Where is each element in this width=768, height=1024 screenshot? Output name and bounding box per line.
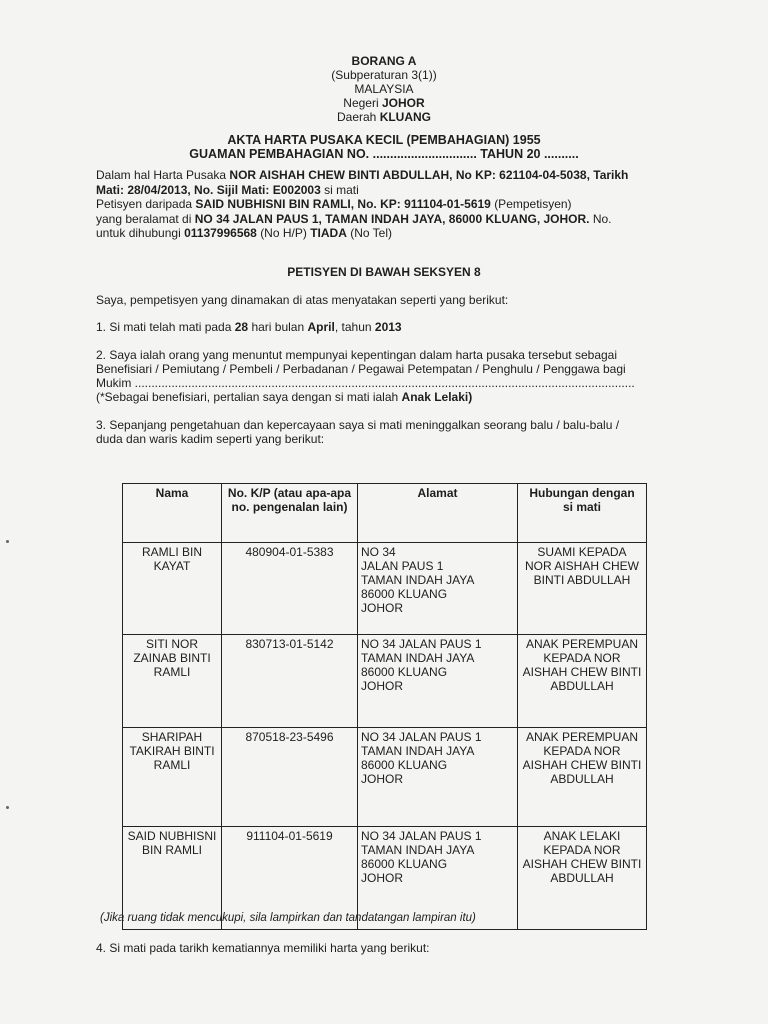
petitioner-details: SAID NUBHISNI BIN RAMLI, No. KP: 911104-01-5619 (195, 197, 491, 211)
heirs-table (122, 483, 647, 930)
cell-relation-line: ANAK PEREMPUAN (525, 730, 639, 744)
contact-line (96, 226, 392, 241)
cell-address-line: NO 34 JALAN PAUS 1 (361, 637, 482, 651)
cell-address-line: JOHOR (361, 871, 403, 885)
table-row (123, 543, 647, 635)
tel-number: TIADA (310, 226, 347, 240)
phone-type: (No H/P) (260, 226, 307, 240)
address-label: yang beralamat di (96, 212, 192, 226)
country: MALAYSIA (354, 82, 414, 96)
cell-relation-line: AISHAH CHEW BINTI (522, 857, 642, 871)
cell-name (123, 543, 222, 635)
cell-relation-line: KEPADA NOR (543, 651, 621, 665)
cell-address-line: 86000 KLUANG (361, 587, 448, 601)
cell-name-line: ZAINAB BINTI (133, 651, 211, 665)
cell-address-line: 86000 KLUANG (361, 857, 448, 871)
phone-number: 01137996568 (184, 226, 257, 240)
petition-from-label: Petisyen daripada (96, 197, 193, 211)
cell-name-line: SITI NOR (145, 637, 198, 651)
district-value: KLUANG (379, 110, 432, 124)
cell-address-line: TAMAN INDAH JAYA (361, 651, 475, 665)
cell-name-line: KAYAT (153, 559, 191, 573)
state-label: Negeri (343, 96, 379, 110)
cell-address-line: TAMAN INDAH JAYA (361, 843, 475, 857)
cell-relation (518, 728, 647, 827)
cell-address-line: TAMAN INDAH JAYA (361, 573, 475, 587)
death-details: Mati: 28/04/2013, No. Sijil Mati: E002003 (96, 183, 321, 197)
table-row (123, 728, 647, 827)
cell-address-line: JOHOR (361, 601, 403, 615)
case-number-line: GUAMAN PEMBAHAGIAN NO. .............................. TAHUN 20 .......... (189, 147, 579, 161)
tel-type: (No Tel) (350, 226, 393, 240)
death-day: 28 (234, 320, 249, 334)
cell-name-line: RAMLI BIN (141, 545, 202, 559)
cell-name-line: SHARIPAH (141, 730, 203, 744)
cell-ic: 830713-01-5142 (222, 635, 358, 728)
cell-address-line: 86000 KLUANG (361, 758, 448, 772)
col-header-name: Nama (123, 484, 222, 543)
cell-address-line: 86000 KLUANG (361, 665, 448, 679)
margin-dot (6, 540, 9, 543)
cell-address-line: NO 34 (361, 545, 396, 559)
item-2-line-1: 2. Saya ialah orang yang menuntut mempunyai kepentingan dalam harta pusaka tersebut sebagai (96, 348, 618, 362)
section-title: PETISYEN DI BAWAH SEKSYEN 8 (287, 265, 481, 279)
cell-address-line: TAMAN INDAH JAYA (361, 744, 475, 758)
col-header-ic (222, 484, 358, 543)
col-header-relation (518, 484, 647, 543)
cell-address (358, 728, 518, 827)
item-3-line-1: 3. Sepanjang pengetahuan dan kepercayaan saya si mati meninggalkan seorang balu / balu-balu / (96, 418, 620, 432)
cell-relation-line: ANAK PEREMPUAN (525, 637, 639, 651)
estate-line (96, 168, 628, 183)
death-line (96, 183, 359, 198)
item-2-line-3: Mukim ...................................................................................................................................................... (96, 376, 635, 390)
cell-relation (518, 543, 647, 635)
cell-ic: 870518-23-5496 (222, 728, 358, 827)
cell-address-line: NO 34 JALAN PAUS 1 (361, 730, 482, 744)
cell-name (123, 635, 222, 728)
state-line (0, 96, 768, 110)
death-month: April (307, 320, 335, 334)
relationship-note: (*Sebagai benefisiari, pertalian saya dengan si mati ialah (96, 390, 399, 404)
col-header-ic-line: No. K/P (atau apa-apa (227, 486, 352, 500)
petitioner-role: (Pempetisyen) (494, 197, 572, 211)
item-1-prefix: 1. Si mati telah mati pada (96, 320, 232, 334)
form-header (0, 54, 768, 124)
district-label: Daerah (336, 110, 377, 124)
form-title: BORANG A (351, 54, 417, 68)
cell-relation-line: ABDULLAH (550, 772, 614, 786)
cell-relation-line: ABDULLAH (550, 871, 614, 885)
cell-name-line: TAKIRAH BINTI (129, 744, 215, 758)
cell-relation (518, 635, 647, 728)
table-header-row (123, 484, 647, 543)
cell-address-line: JOHOR (361, 679, 403, 693)
cell-relation-line: KEPADA NOR (543, 744, 621, 758)
heirs-table-body (123, 543, 647, 930)
petitioner-line (96, 197, 572, 212)
item-1-mid: hari bulan (251, 320, 305, 334)
col-header-relation-line: si mati (562, 500, 601, 514)
cell-address-line: NO 34 JALAN PAUS 1 (361, 829, 482, 843)
relationship-value: Anak Lelaki) (401, 390, 473, 404)
estate-label: Dalam hal Harta Pusaka (96, 168, 227, 182)
cell-address (358, 543, 518, 635)
cell-relation-line: KEPADA NOR (543, 843, 621, 857)
petitioner-address: NO 34 JALAN PAUS 1, TAMAN INDAH JAYA, 86000 KLUANG, JOHOR. (194, 212, 590, 226)
regulation-ref: (Subperaturan 3(1)) (331, 68, 437, 82)
margin-dot (6, 806, 9, 809)
cell-address-line: JALAN PAUS 1 (361, 559, 444, 573)
cell-relation-line: AISHAH CHEW BINTI (522, 665, 642, 679)
item-3-line-2: duda dan waris kadim seperti yang berikut: (96, 432, 325, 446)
cell-name-line: SAID NUBHISNI (127, 829, 217, 843)
cell-relation (518, 827, 647, 930)
phone-label: untuk dihubungi (96, 226, 181, 240)
act-title: AKTA HARTA PUSAKA KECIL (PEMBAHAGIAN) 1955 (227, 133, 541, 147)
cell-name-line: BIN RAMLI (141, 843, 202, 857)
cell-address-line: JOHOR (361, 772, 403, 786)
address-line (96, 212, 612, 227)
death-year: 2013 (374, 320, 402, 334)
col-header-relation-line: Hubungan dengan (529, 486, 635, 500)
table-row (123, 635, 647, 728)
cell-relation-line: ABDULLAH (550, 679, 614, 693)
no-label: No. (592, 212, 612, 226)
item-1-mid-2: , tahun (334, 320, 372, 334)
cell-relation-line: ANAK LELAKI (543, 829, 621, 843)
item-1 (96, 320, 402, 335)
deceased-details: NOR AISHAH CHEW BINTI ABDULLAH, No KP: 621104-04-5038, Tarikh (229, 168, 629, 182)
cell-name-line: RAMLI (153, 758, 191, 772)
cell-relation-line: AISHAH CHEW BINTI (522, 758, 642, 772)
cell-name-line: RAMLI (153, 665, 191, 679)
item-2-line-2: Benefisiari / Pemiutang / Pembeli / Perbadanan / Pegawai Petempatan / Penghulu / Penggawa bagi (96, 362, 626, 376)
footnote: (Jika ruang tidak mencukupi, sila lampirkan dan tandatangan lampiran itu) (100, 912, 476, 924)
si-mati-label: si mati (324, 183, 359, 197)
item-2-note (96, 390, 472, 405)
item-4: 4. Si mati pada tarikh kematiannya memiliki harta yang berikut: (96, 941, 430, 955)
cell-ic: 911104-01-5619 (222, 827, 358, 930)
col-header-ic-line: no. pengenalan lain) (231, 500, 348, 514)
district-line (0, 110, 768, 124)
cell-relation-line: NOR AISHAH CHEW (524, 559, 639, 573)
cell-ic: 480904-01-5383 (222, 543, 358, 635)
cell-name (123, 728, 222, 827)
cell-relation-line: BINTI ABDULLAH (533, 573, 631, 587)
col-header-address: Alamat (358, 484, 518, 543)
statement: Saya, pempetisyen yang dinamakan di atas menyatakan seperti yang berikut: (96, 293, 509, 307)
cell-relation-line: SUAMI KEPADA (537, 545, 627, 559)
state-value: JOHOR (382, 96, 425, 110)
cell-address (358, 635, 518, 728)
